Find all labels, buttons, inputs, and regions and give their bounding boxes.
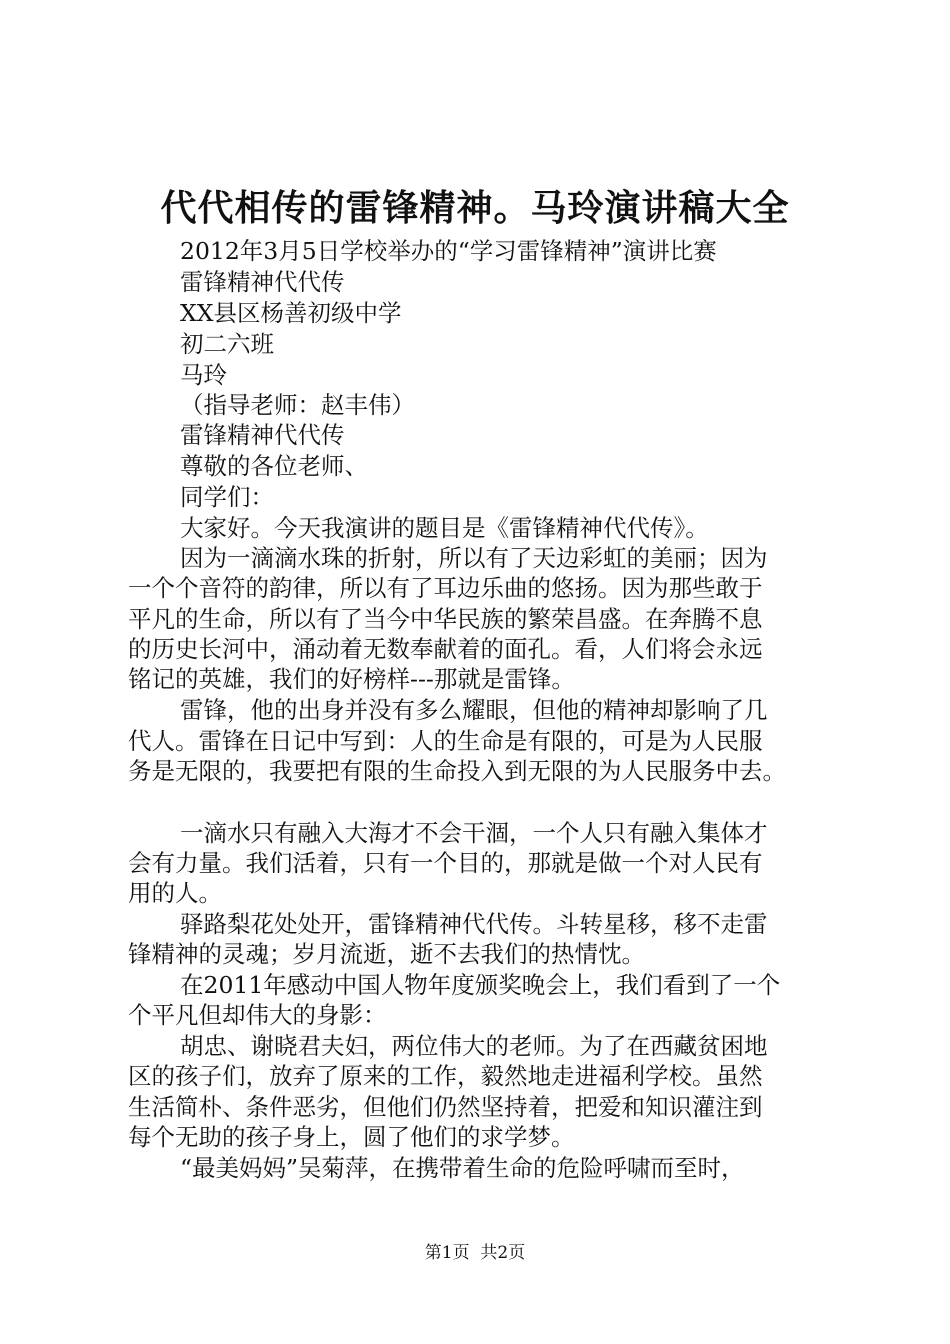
- text-line: 区的孩子们，放弃了原来的工作，毅然地走进福利学校。虽然: [128, 1062, 763, 1090]
- text-line: 务是无限的，我要把有限的生命投入到无限的为人民服务中去。: [128, 757, 786, 785]
- text-line: 驿路梨花处处开，雷锋精神代代传。斗转星移，移不走雷: [180, 910, 768, 938]
- page-number: 第1页: [424, 1243, 470, 1263]
- text-line: 同学们：: [180, 483, 274, 511]
- page-footer: [0, 1241, 950, 1265]
- text-line: 在2011年感动中国人物年度颁奖晚会上，我们看到了一个: [180, 971, 781, 999]
- text-line: 生活简朴、条件恶劣，但他们仍然坚持着，把爱和知识灌注到: [128, 1093, 763, 1121]
- text-line: 平凡的生命，所以有了当今中华民族的繁荣昌盛。在奔腾不息: [128, 605, 763, 633]
- text-line: 会有力量。我们活着，只有一个目的，那就是做一个对人民有: [128, 849, 763, 877]
- text-line: “最美妈妈”吴菊萍，在携带着生命的危险呼啸而至时，: [180, 1154, 745, 1182]
- text-line: 马玲: [180, 361, 227, 389]
- text-line: 雷锋，他的出身并没有多么耀眼，但他的精神却影响了几: [180, 696, 768, 724]
- text-line: 大家好。今天我演讲的题目是《雷锋精神代代传》。: [180, 514, 709, 542]
- text-line: （指导老师：赵丰伟）: [180, 391, 415, 419]
- text-line: 初二六班: [180, 330, 274, 358]
- text-line: 锋精神的灵魂；岁月流逝，逝不去我们的热情忱。: [128, 940, 645, 968]
- text-line: 每个无助的孩子身上，圆了他们的求学梦。: [128, 1123, 575, 1151]
- text-line: 一滴水只有融入大海才不会干涸，一个人只有融入集体才: [180, 819, 768, 847]
- text-line: 个平凡但却伟大的身影：: [128, 1001, 387, 1029]
- text-line: 尊敬的各位老师、: [180, 452, 368, 480]
- text-line: 铭记的英雄，我们的好榜样---那就是雷锋。: [128, 665, 575, 693]
- page-total: 共2页: [480, 1243, 526, 1263]
- text-line: 一个个音符的韵律，所以有了耳边乐曲的悠扬。因为那些敢于: [128, 574, 763, 602]
- text-line: 雷锋精神代代传: [180, 421, 345, 449]
- text-line: 用的人。: [128, 879, 222, 907]
- text-line: XX县区杨善初级中学: [180, 299, 402, 327]
- text-line: 2012年3月5日学校举办的“学习雷锋精神”演讲比赛: [180, 237, 717, 265]
- text-line: 胡忠、谢晓君夫妇，两位伟大的老师。为了在西藏贫困地: [180, 1032, 768, 1060]
- document-title: 代代相传的雷锋精神。马玲演讲稿大全: [160, 188, 790, 229]
- text-line: 雷锋精神代代传: [180, 268, 345, 296]
- text-line: 代人。雷锋在日记中写到：人的生命是有限的，可是为人民服: [128, 727, 763, 755]
- text-line: 的历史长河中，涌动着无数奉献着的面孔。看，人们将会永远: [128, 635, 763, 663]
- text-line: 因为一滴滴水珠的折射，所以有了天边彩虹的美丽；因为: [180, 544, 768, 572]
